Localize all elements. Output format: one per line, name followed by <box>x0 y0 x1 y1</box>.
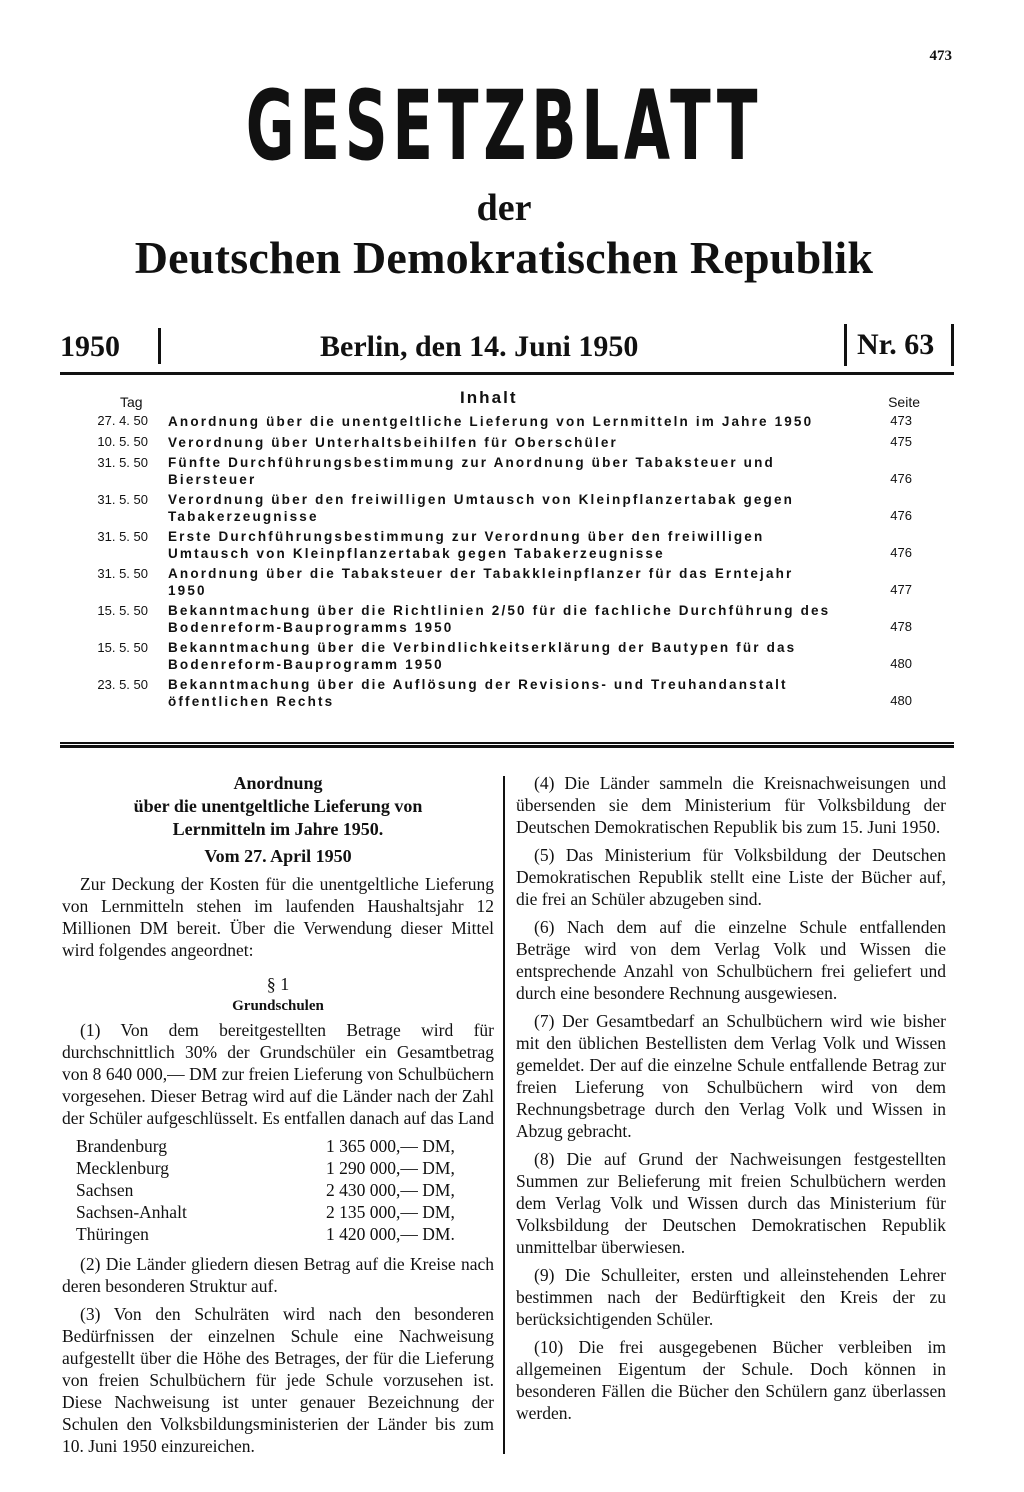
masthead-der: der <box>476 187 532 229</box>
allocation-row <box>76 1223 494 1245</box>
toc-entry-title-text: Fünfte Durchführungsbestimmung zur Anordnung über Tabaksteuer und Biersteuer <box>168 455 775 487</box>
toc-entry-date: 10. 5. 50 <box>97 434 148 449</box>
issue-date: Berlin, den 14. Juni 1950 <box>320 330 639 363</box>
toc-entry-title <box>168 413 838 430</box>
toc-entry <box>60 528 954 562</box>
toc-entry-page: 480 <box>890 656 912 671</box>
toc-label-seite: Seite <box>888 394 920 410</box>
article-heading-line-2: über die unentgeltliche Lieferung von <box>133 796 423 816</box>
toc-entry-page: 476 <box>890 508 912 523</box>
right-column <box>516 772 946 1430</box>
issue-year: 1950 <box>60 330 120 363</box>
toc-entry-title <box>168 491 838 525</box>
toc-entry-title-text: Anordnung über die Tabaksteuer der Tabakkleinpflanzer für das Erntejahr 1950 <box>168 566 794 598</box>
toc-entry-title <box>168 434 838 451</box>
left-column <box>62 772 494 1463</box>
paragraph-1: (1) Von dem bereitgestellten Betrage wird für durchschnittlich 30% der Grundschüler ein Gesamtbetrag von 8 640 000,— DM zur freien Lieferung von Schulbüchern vorgesehen. Dieser Betrag wird auf die Länder nach der Zahl der Schüler aufgeschlüsselt. Es entfallen danach auf das Land <box>62 1020 494 1128</box>
toc-entry-title <box>168 454 838 488</box>
paragraph-8: (8) Die auf Grund der Nachweisungen festgestellten Summen zur Belieferung mit freien Schulbüchern werden dem Verlag Volk und Wissen durch das Ministerium für Volksbildung der Deutschen Demokratischen Republik unmittelbar überwiesen. <box>516 1149 946 1257</box>
toc-entry-date: 31. 5. 50 <box>97 566 148 581</box>
table-of-contents <box>60 378 954 713</box>
toc-entry <box>60 433 954 451</box>
allocation-row <box>76 1179 494 1201</box>
article-heading-line-3: Lernmitteln im Jahre 1950. <box>172 819 384 839</box>
paragraph-9: (9) Die Schulleiter, ersten und alleinstehenden Lehrer bestimmen nach der Bedürftigkeit den Kreis der zu berücksichtigenden Schüler. <box>516 1265 946 1329</box>
paragraph-5: (5) Das Ministerium für Volksbildung der Deutschen Demokratischen Republik stellt eine Liste der Bücher auf, die frei an Schüler abzugeben sind. <box>516 845 946 909</box>
toc-entry <box>60 454 954 488</box>
toc-entry-date: 31. 5. 50 <box>97 492 148 507</box>
issue-number: Nr. 63 <box>844 324 954 366</box>
toc-entry-page: 477 <box>890 582 912 597</box>
toc-entry-title <box>168 602 838 636</box>
toc-entry-date: 27. 4. 50 <box>97 413 148 428</box>
paragraph-4: (4) Die Länder sammeln die Kreisnachweisungen und übersenden sie dem Ministerium für Volksbildung der Deutschen Demokratischen Republik bis zum 15. Juni 1950. <box>516 773 946 837</box>
toc-entry-title-text: Bekanntmachung über die Richtlinien 2/50 für die fachliche Durchführung des Bodenreform-Bauprogramms 1950 <box>168 603 831 635</box>
toc-entry-page: 476 <box>890 471 912 486</box>
toc-entry-date: 23. 5. 50 <box>97 677 148 692</box>
masthead-title: GESETZBLATT <box>245 70 763 182</box>
article-intro: Zur Deckung der Kosten für die unentgeltliche Lieferung von Lernmitteln stehen im laufenden Haushaltsjahr 12 Millionen DM bereit. Über die Verwendung dieser Mittel wird folgendes angeordnet: <box>62 874 494 960</box>
toc-entry <box>60 602 954 636</box>
toc-entry-title <box>168 676 838 710</box>
toc-entry-title <box>168 565 838 599</box>
toc-entry-page: 478 <box>890 619 912 634</box>
article-heading-line-1: Anordnung <box>233 773 323 793</box>
paragraph-10: (10) Die frei ausgegebenen Bücher verbleiben im allgemeinen Eigentum der Schule. Doch können in besonderen Fällen die Bücher den Schülern ganz überlassen werden. <box>516 1337 946 1423</box>
allocation-row <box>76 1135 494 1157</box>
toc-entry-page: 476 <box>890 545 912 560</box>
allocation-land: Sachsen <box>76 1180 134 1200</box>
toc-header <box>60 378 954 412</box>
allocation-amount: 1 420 000,— DM. <box>326 1224 455 1244</box>
article-date: Vom 27. April 1950 <box>204 846 352 866</box>
allocation-land: Thüringen <box>76 1224 149 1244</box>
page-number: 473 <box>929 48 952 64</box>
toc-entry <box>60 412 954 430</box>
toc-label-inhalt: Inhalt <box>460 388 518 407</box>
paragraph-7: (7) Der Gesamtbedarf an Schulbüchern wird wie bisher mit den üblichen Bestellisten dem Verlag Volk und Wissen gemeldet. Der auf die einzelne Schule entfallende Betrag zur freien Lieferung von Schulbüchern wird von dem Rechnungsbetrage durch den Verlag Volk und Wissen in Abzug gebracht. <box>516 1011 946 1141</box>
masthead <box>60 70 948 286</box>
allocation-land: Sachsen-Anhalt <box>76 1202 187 1222</box>
section-title: Grundschulen <box>232 998 324 1014</box>
paragraph-6: (6) Nach dem auf die einzelne Schule entfallenden Beträge wird von dem Verlag Volk und Wissen die entsprechende Anzahl von Schulbüchern frei geliefert und durch eine besondere Rechnung ausgewiesen. <box>516 917 946 1003</box>
allocation-amount: 1 365 000,— DM, <box>326 1136 455 1156</box>
paragraph-2: (2) Die Länder gliedern diesen Betrag auf die Kreise nach deren besonderen Struktur auf. <box>62 1254 494 1296</box>
allocation-land: Mecklenburg <box>76 1158 169 1178</box>
toc-entry <box>60 639 954 673</box>
paragraph-3: (3) Von den Schulräten wird nach den besonderen Bedürfnissen der einzelnen Schule eine Nachweisung aufgestellt über die Höhe des Betrages, der für die Lieferung von freien Schulbüchern für jede Schule vorzusehen ist. Diese Nachweisung ist unter genauer Bezeichnung der Schulen den Volksbildungsministerien der Länder bis zum 10. Juni 1950 einzureichen. <box>62 1304 494 1456</box>
toc-entry-date: 15. 5. 50 <box>97 603 148 618</box>
dateline <box>60 322 954 370</box>
toc-entry-date: 15. 5. 50 <box>97 640 148 655</box>
toc-entry-page: 480 <box>890 693 912 708</box>
masthead-subtitle: Deutschen Demokratischen Republik <box>134 232 874 283</box>
toc-entry <box>60 491 954 525</box>
section-number: § 1 <box>266 974 290 994</box>
toc-entry-title-text: Bekanntmachung über die Verbindlichkeitserklärung der Bautypen für das Bodenreform-Bauprogramm 1950 <box>168 640 797 672</box>
allocation-amount: 1 290 000,— DM, <box>326 1158 455 1178</box>
toc-entry-title <box>168 639 838 673</box>
column-divider <box>503 776 505 1454</box>
allocation-list <box>76 1135 494 1245</box>
allocation-amount: 2 430 000,— DM, <box>326 1180 455 1200</box>
toc-entry-date: 31. 5. 50 <box>97 529 148 544</box>
toc-entry <box>60 565 954 599</box>
toc-entry <box>60 676 954 710</box>
allocation-row <box>76 1157 494 1179</box>
toc-entry-title-text: Verordnung über Unterhaltsbeihilfen für Oberschüler <box>168 435 618 450</box>
toc-entry-title-text: Anordnung über die unentgeltliche Lieferung von Lernmitteln im Jahre 1950 <box>168 414 814 429</box>
toc-entry-title <box>168 528 838 562</box>
toc-entry-title-text: Verordnung über den freiwilligen Umtausch von Kleinpflanzertabak gegen Tabakerzeugnisse <box>168 492 795 524</box>
toc-entry-date: 31. 5. 50 <box>97 455 148 470</box>
toc-label-tag: Tag <box>120 394 143 410</box>
allocation-row <box>76 1201 494 1223</box>
year-divider <box>158 328 161 364</box>
toc-entry-page: 473 <box>890 413 912 428</box>
toc-entry-page: 475 <box>890 434 912 449</box>
header-rule <box>60 372 954 375</box>
toc-rule <box>60 742 954 748</box>
toc-entry-title-text: Erste Durchführungsbestimmung zur Verordnung über den freiwilligen Umtausch von Kleinpflanzertabak gegen Tabakerzeugnisse <box>168 529 765 561</box>
allocation-land: Brandenburg <box>76 1136 168 1156</box>
allocation-amount: 2 135 000,— DM, <box>326 1202 455 1222</box>
toc-entry-title-text: Bekanntmachung über die Auflösung der Revisions- und Treuhandanstalt öffentlichen Rechts <box>168 677 788 709</box>
